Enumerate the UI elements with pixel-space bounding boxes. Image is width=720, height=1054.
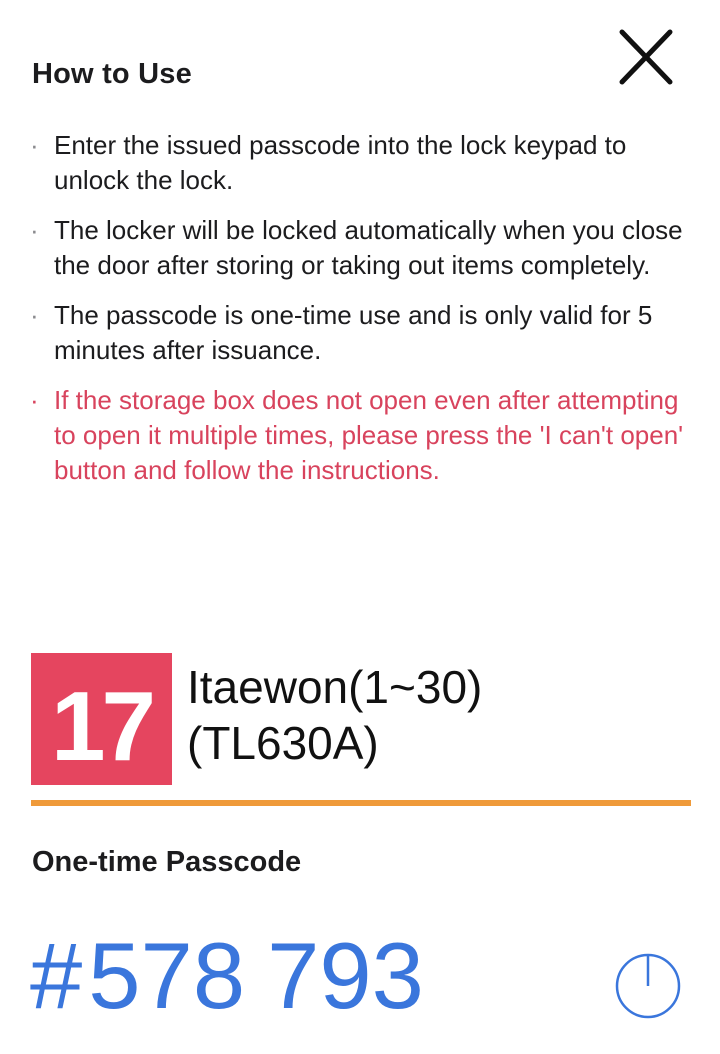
instruction-item-warning <box>28 383 700 488</box>
instruction-item <box>28 298 700 368</box>
passcode-value <box>30 923 424 1028</box>
bullet-icon: · <box>30 300 39 330</box>
bullet-icon: · <box>30 385 39 415</box>
locker-number-badge: 17 <box>31 653 172 785</box>
instruction-text: The locker will be locked automatically when you close the door after storing or taking out items completely. <box>54 215 683 280</box>
timer <box>614 952 682 1020</box>
page-title: How to Use <box>32 58 192 90</box>
close-icon <box>614 26 678 90</box>
instructions-list <box>28 128 700 503</box>
instruction-text: The passcode is one-time use and is only valid for 5 minutes after issuance. <box>54 300 653 365</box>
instruction-item <box>28 128 700 198</box>
locker-name-line1: Itaewon(1~30) <box>187 661 483 713</box>
bullet-icon: · <box>30 130 39 160</box>
instruction-text: Enter the issued passcode into the lock keypad to unlock the lock. <box>54 130 627 195</box>
timer-icon <box>614 952 682 1020</box>
passcode-hash: # <box>30 923 83 1028</box>
instruction-text: If the storage box does not open even after attempting to open it multiple times, please press the 'I can't open' button and follow the instructions. <box>54 385 684 485</box>
passcode-part1: 578 <box>88 923 246 1028</box>
passcode-part2: 793 <box>267 923 424 1028</box>
bullet-icon: · <box>30 215 39 245</box>
passcode-label: One-time Passcode <box>32 846 302 878</box>
locker-info <box>31 653 691 785</box>
close-button[interactable] <box>614 26 678 90</box>
divider <box>31 800 691 806</box>
locker-name-line2: (TL630A) <box>187 717 379 769</box>
instruction-item <box>28 213 700 283</box>
locker-name <box>187 659 482 771</box>
